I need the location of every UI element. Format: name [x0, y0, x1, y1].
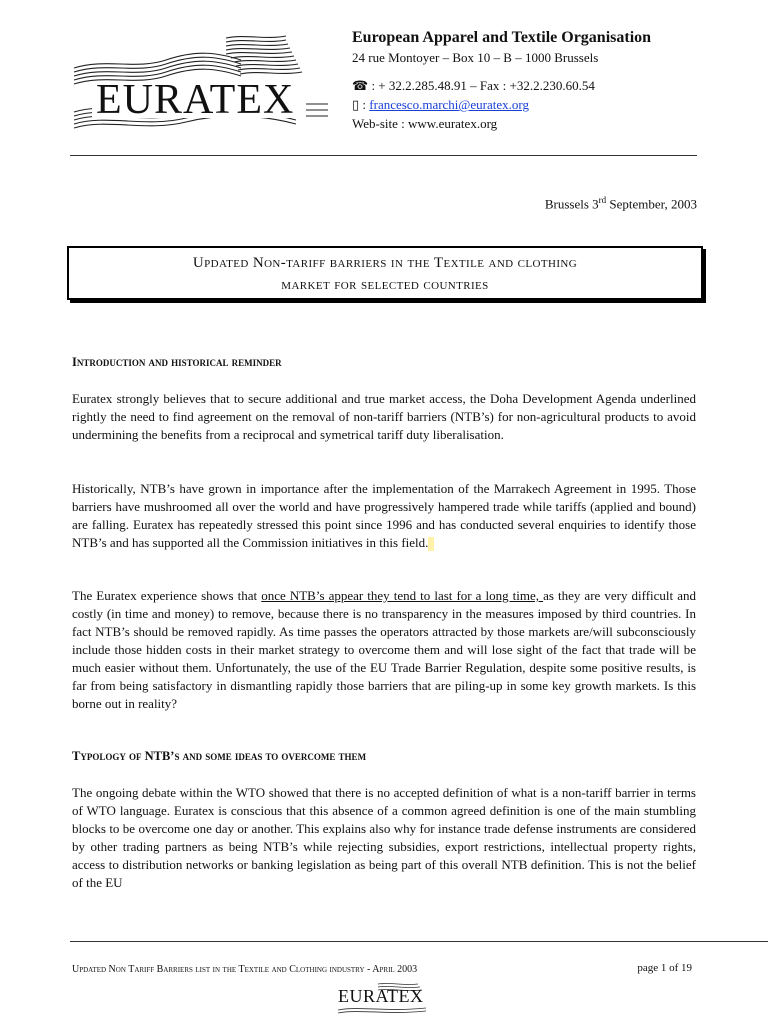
- section-heading-typology: Typology of NTB’s and some ideas to overcome them: [72, 749, 367, 763]
- email-separator: :: [359, 97, 370, 112]
- email-line: [352, 95, 651, 114]
- header-divider: [70, 155, 697, 156]
- paragraph-typology-1: The ongoing debate within the WTO showed that there is no accepted definition of what is a non-tariff barrier in terms of WTO language. Euratex is conscious that this absence of a common agreed definition is one of the main stumbling blocks to be overcome one day or another. This explains also why for instance trade defense instruments are considered by other trading partners as being NTB’s while rejecting subsidies, export restrictions, intellectual property rights, access to distribution networks or banking legislation as being part of this overall NTB definition. This is not the belief of the EU: [72, 785, 696, 890]
- document-date: Brussels 3rd September, 2003: [544, 195, 697, 212]
- document-title-line-1: Updated Non-tariff barriers in the Textile and clothing: [192, 255, 578, 271]
- euratex-logo: [66, 30, 336, 142]
- paragraph-intro-2: Historically, NTB’s have grown in importance after the implementation of the Marrakech Agreement in 1995. Those barriers have mushroomed all over the world and have progressively hampered trade while tariffs (applied and bound) are falling. Euratex has repeatedly stressed this point since 1996 and has conducted several enquiries to identify those NTB’s and has supported all the Commission initiatives in this field.: [72, 481, 696, 550]
- organisation-contact-block: [352, 28, 651, 133]
- highlight-mark: [428, 537, 434, 551]
- footer-euratex-logo: [338, 986, 424, 1007]
- document-title-line-2: market for selected countries: [281, 277, 489, 293]
- footer-document-title: Updated Non Tariff Barriers list in the Textile and Clothing industry - April 2003: [72, 964, 418, 975]
- website-line: Web-site : www.euratex.org: [352, 116, 498, 131]
- footer-divider: [70, 941, 768, 942]
- paragraph-intro-3: The Euratex experience shows that once NTB’s appear they tend to last for a long time, as they are very difficult and costly (in time and money) to remove, because there is no transparency in the measures imposed by third countries. In fact NTB’s should be removed rapidly. As time passes the operators attracted by those markets are/will subconsciously include those hidden costs in their market strategy to overcome them and will lose sight of the fact that trade will be much easier without them. Unfortunately, the use of the EU Trade Barrier Regulation, despite some positive results, is far from being satisfactory in dismantling rapidly those barriers that are piling-up in some key growth markets. Is this borne out in reality?: [72, 588, 696, 711]
- email-icon: ▯: [352, 97, 360, 112]
- footer-logo-wordmark: EURATEX: [338, 986, 424, 1006]
- organisation-address: 24 rue Montoyer – Box 10 – B – 1000 Brussels: [352, 50, 599, 65]
- logo-wordmark: EURATEX: [96, 77, 295, 123]
- underlined-phrase: once NTB’s appear they tend to last for a long time,: [261, 588, 544, 603]
- paragraph-intro-1: Euratex strongly believes that to secure additional and true market access, the Doha Development Agenda underlined rightly the need to find agreement on the removal of non-tariff barriers (NTB’s) for non-agricultural products to avoid undermining the benefits from a reciprocal and symetrical tariff duty liberalisation.: [72, 391, 696, 442]
- phone-fax-line: ☎ : + 32.2.285.48.91 – Fax : +32.2.230.60.54: [352, 78, 595, 93]
- document-title-box: [67, 246, 703, 300]
- section-heading-introduction: Introduction and historical reminder: [72, 355, 282, 369]
- organisation-name: European Apparel and Textile Organisation: [352, 29, 652, 46]
- footer-page-number: page 1 of 19: [637, 962, 692, 974]
- email-link[interactable]: francesco.marchi@euratex.org: [369, 97, 529, 112]
